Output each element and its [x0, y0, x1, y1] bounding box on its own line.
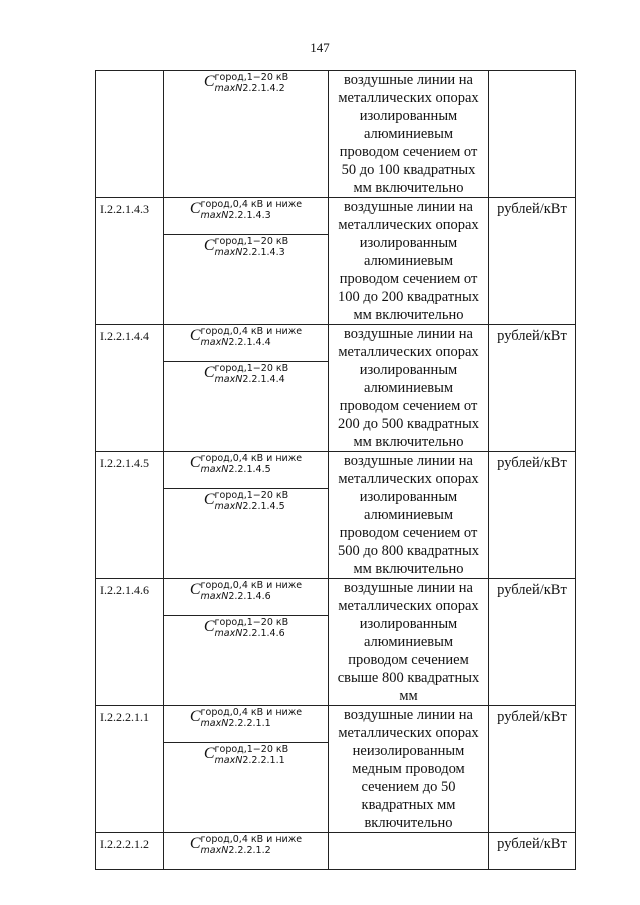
rate-formula	[164, 745, 328, 766]
description-line: свыше 800 квадратных	[337, 670, 480, 686]
formula-subscript-var: maxN	[200, 337, 229, 348]
row-symbols	[164, 579, 329, 706]
description-line: 100 до 200 квадратных	[338, 289, 479, 305]
formula-symbol: C	[203, 745, 215, 762]
description-line: металлических опорах	[338, 725, 479, 741]
formula-subscript-index: 2.2.1.4.4	[242, 374, 285, 385]
formula-superscript: город,1−20 кВ	[214, 490, 289, 501]
formula-cell	[164, 489, 328, 525]
description-line: воздушные линии на	[344, 72, 473, 88]
formula-subscript	[201, 846, 303, 856]
description-line: сечением до 50	[361, 779, 456, 795]
description-line: медным проводом	[352, 761, 465, 777]
formula-subscript	[215, 248, 289, 258]
description-line: проводом сечением от	[339, 144, 478, 160]
formula-subscript	[215, 502, 289, 512]
row-unit	[489, 71, 576, 198]
formula-subscript-var: maxN	[200, 718, 229, 729]
row-symbols	[164, 452, 329, 579]
row-description	[329, 706, 489, 833]
rate-formula	[164, 200, 328, 221]
row-description	[329, 833, 489, 870]
formula-subscript	[201, 338, 303, 348]
description-line: мм включительно	[353, 434, 464, 450]
description-line: алюминиевым	[363, 126, 454, 142]
formula-cell	[164, 833, 328, 869]
formula-symbol: C	[203, 618, 215, 635]
formula-cell	[164, 198, 328, 235]
formula-subscript-index: 2.2.1.4.5	[228, 464, 271, 475]
formula-subscript-var: maxN	[214, 755, 243, 766]
formula-superscript: город,0,4 кВ и ниже	[200, 453, 303, 464]
row-description	[329, 325, 489, 452]
description-line: включительно	[364, 815, 453, 831]
formula-subscript-var: maxN	[214, 247, 243, 258]
formula-symbol: C	[189, 454, 201, 471]
row-description	[329, 198, 489, 325]
description-line: проводом сечением от	[339, 398, 478, 414]
formula-subscript-var: maxN	[200, 845, 229, 856]
row-unit: рублей/кВт	[489, 706, 576, 833]
table-row	[96, 706, 576, 833]
description-line: мм	[399, 688, 418, 704]
formula-subscript	[215, 84, 289, 94]
formula-subscript-index: 2.2.2.1.1	[228, 718, 271, 729]
description-line: мм включительно	[353, 307, 464, 323]
description-line: алюминиевым	[363, 380, 454, 396]
description-line: 500 до 800 квадратных	[338, 543, 479, 559]
rate-formula	[164, 327, 328, 348]
tariff-table	[95, 70, 576, 870]
formula-cell	[164, 362, 328, 398]
formula-subscript	[201, 592, 303, 602]
formula-superscript: город,1−20 кВ	[214, 236, 289, 247]
table-row	[96, 579, 576, 706]
row-unit: рублей/кВт	[489, 833, 576, 870]
description-line: изолированным	[359, 235, 458, 251]
description-line: металлических опорах	[338, 90, 479, 106]
rate-formula	[164, 835, 328, 856]
row-description	[329, 452, 489, 579]
formula-subscript-var: maxN	[200, 464, 229, 475]
formula-subscript-index: 2.2.2.1.1	[242, 755, 285, 766]
formula-superscript: город,1−20 кВ	[214, 744, 289, 755]
description-line: мм включительно	[353, 561, 464, 577]
formula-subscript-var: maxN	[214, 374, 243, 385]
formula-subscript-var: maxN	[214, 83, 243, 94]
description-line: неизолированным	[352, 743, 465, 759]
formula-subscript-index: 2.2.1.4.6	[242, 628, 285, 639]
page-number: 147	[310, 40, 330, 55]
formula-symbol: C	[203, 364, 215, 381]
description-line: воздушные линии на	[344, 580, 473, 596]
formula-symbol: C	[189, 835, 201, 852]
description-line: металлических опорах	[338, 471, 479, 487]
row-code: I.2.2.1.4.5	[96, 452, 164, 579]
rate-formula	[164, 491, 328, 512]
formula-symbol: C	[189, 200, 201, 217]
formula-cell	[164, 71, 328, 107]
formula-cell	[164, 579, 328, 616]
row-code: I.2.2.1.4.3	[96, 198, 164, 325]
formula-subscript	[201, 211, 303, 221]
formula-cell	[164, 706, 328, 743]
row-code: I.2.2.1.4.6	[96, 579, 164, 706]
formula-subscript-index: 2.2.1.4.4	[228, 337, 271, 348]
description-line: квадратных мм	[361, 797, 456, 813]
formula-cell	[164, 235, 328, 271]
formula-subscript-index: 2.2.1.4.5	[242, 501, 285, 512]
description-line: проводом сечением	[348, 652, 469, 668]
formula-symbol: C	[203, 237, 215, 254]
table-row	[96, 452, 576, 579]
description-line: мм включительно	[353, 180, 464, 196]
table-row	[96, 833, 576, 870]
formula-superscript: город,0,4 кВ и ниже	[200, 326, 303, 337]
formula-subscript-var: maxN	[200, 210, 229, 221]
formula-subscript-index: 2.2.1.4.3	[228, 210, 271, 221]
rate-formula	[164, 454, 328, 475]
row-symbols	[164, 198, 329, 325]
description-line: изолированным	[359, 362, 458, 378]
formula-subscript-index: 2.2.2.1.2	[228, 845, 271, 856]
row-symbols	[164, 706, 329, 833]
row-unit: рублей/кВт	[489, 325, 576, 452]
description-line: 200 до 500 квадратных	[338, 416, 479, 432]
row-code: I.2.2.2.1.1	[96, 706, 164, 833]
description-line: воздушные линии на	[344, 326, 473, 342]
description-line: изолированным	[359, 108, 458, 124]
row-unit: рублей/кВт	[489, 452, 576, 579]
description-line: воздушные линии на	[344, 707, 473, 723]
rate-formula	[164, 581, 328, 602]
formula-symbol: C	[189, 327, 201, 344]
description-line: изолированным	[359, 489, 458, 505]
formula-subscript	[215, 756, 289, 766]
row-unit: рублей/кВт	[489, 198, 576, 325]
formula-subscript-index: 2.2.1.4.6	[228, 591, 271, 602]
description-line: металлических опорах	[338, 344, 479, 360]
description-line: изолированным	[359, 616, 458, 632]
rate-formula	[164, 618, 328, 639]
description-line: алюминиевым	[363, 253, 454, 269]
description-line: металлических опорах	[338, 598, 479, 614]
description-line: алюминиевым	[363, 634, 454, 650]
description-line: алюминиевым	[363, 507, 454, 523]
formula-superscript: город,0,4 кВ и ниже	[200, 580, 303, 591]
row-unit: рублей/кВт	[489, 579, 576, 706]
row-symbols	[164, 325, 329, 452]
formula-cell	[164, 743, 328, 779]
rate-formula	[164, 237, 328, 258]
formula-symbol: C	[189, 581, 201, 598]
description-line: проводом сечением от	[339, 271, 478, 287]
formula-symbol: C	[189, 708, 201, 725]
rate-formula	[164, 73, 328, 94]
rate-formula	[164, 708, 328, 729]
table-row	[96, 325, 576, 452]
row-symbols	[164, 833, 329, 870]
rate-formula	[164, 364, 328, 385]
formula-subscript-var: maxN	[214, 501, 243, 512]
formula-superscript: город,1−20 кВ	[214, 72, 289, 83]
table-row	[96, 198, 576, 325]
formula-cell	[164, 452, 328, 489]
formula-superscript: город,1−20 кВ	[214, 617, 289, 628]
row-description	[329, 71, 489, 198]
formula-subscript	[201, 465, 303, 475]
formula-subscript-var: maxN	[200, 591, 229, 602]
formula-subscript-index: 2.2.1.4.3	[242, 247, 285, 258]
description-line: 50 до 100 квадратных	[341, 162, 476, 178]
formula-symbol: C	[203, 491, 215, 508]
formula-subscript-index: 2.2.1.4.2	[242, 83, 285, 94]
row-code: I.2.2.1.4.4	[96, 325, 164, 452]
formula-superscript: город,0,4 кВ и ниже	[200, 834, 303, 845]
description-line: воздушные линии на	[344, 199, 473, 215]
formula-symbol: C	[203, 73, 215, 90]
formula-subscript	[215, 375, 289, 385]
formula-cell	[164, 616, 328, 652]
formula-superscript: город,1−20 кВ	[214, 363, 289, 374]
description-line: воздушные линии на	[344, 453, 473, 469]
formula-superscript: город,0,4 кВ и ниже	[200, 707, 303, 718]
description-line: проводом сечением от	[339, 525, 478, 541]
row-code: I.2.2.2.1.2	[96, 833, 164, 870]
formula-subscript	[215, 629, 289, 639]
formula-cell	[164, 325, 328, 362]
formula-subscript	[201, 719, 303, 729]
row-description	[329, 579, 489, 706]
formula-superscript: город,0,4 кВ и ниже	[200, 199, 303, 210]
row-code	[96, 71, 164, 198]
description-line: металлических опорах	[338, 217, 479, 233]
formula-subscript-var: maxN	[214, 628, 243, 639]
row-symbols	[164, 71, 329, 198]
table-row	[96, 71, 576, 198]
